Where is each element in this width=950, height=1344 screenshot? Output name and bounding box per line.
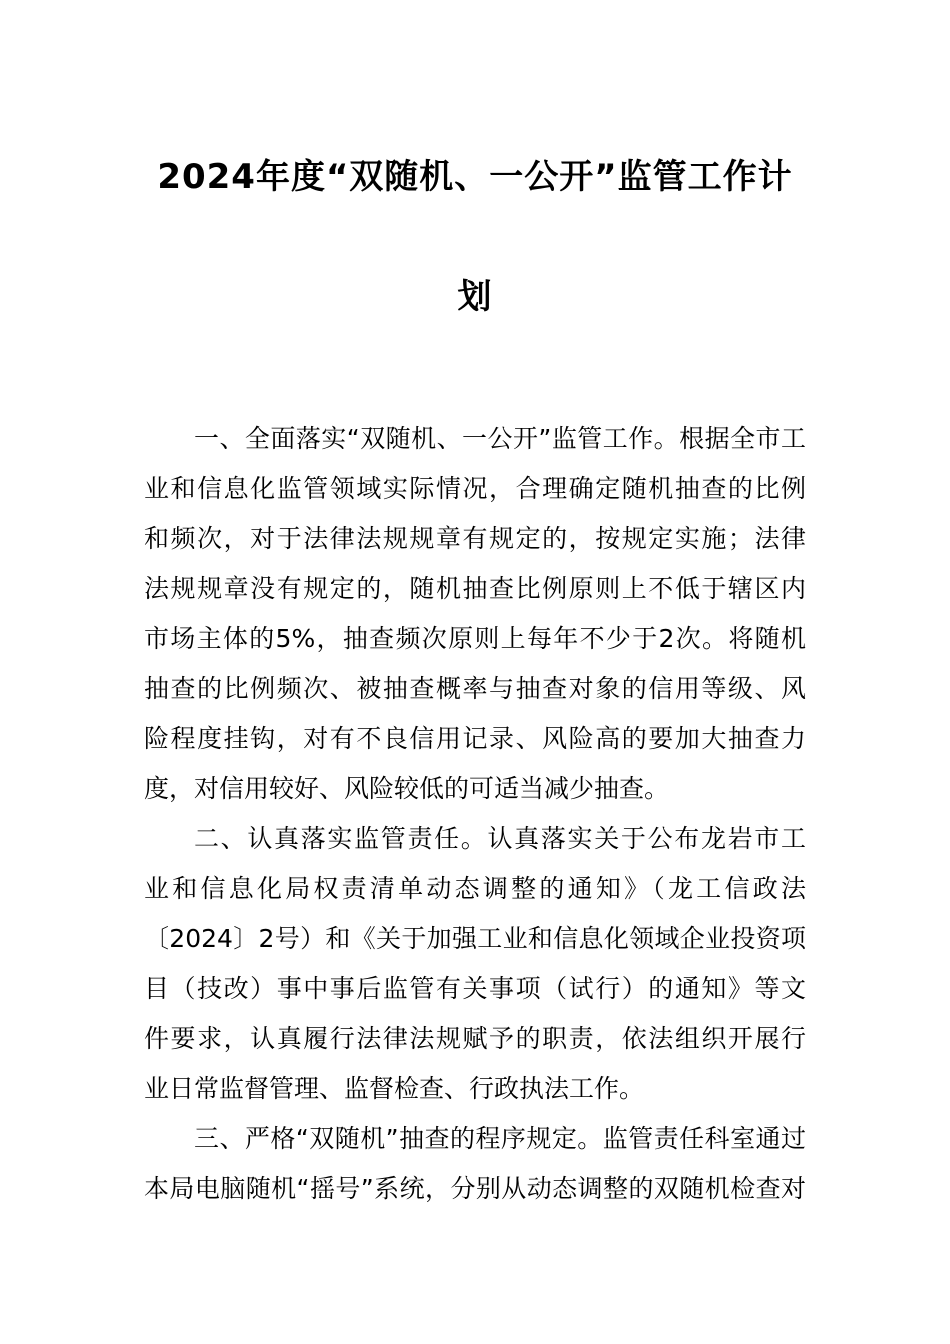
paragraph-line: 目（技改）事中事后监管有关事项（试行）的通知》等文 bbox=[144, 974, 806, 1003]
paragraph-line: 〔2024〕2号）和《关于加强工业和信息化领域企业投资项 bbox=[144, 924, 806, 953]
paragraph-line: 法规规章没有规定的，随机抽查比例原则上不低于辖区内 bbox=[144, 574, 806, 603]
paragraph-line: 抽查的比例频次、被抽查概率与抽查对象的信用等级、风 bbox=[144, 674, 806, 703]
paragraph-line: 二、认真落实监管责任。认真落实关于公布龙岩市工 bbox=[194, 824, 806, 853]
document-title-line-2: 划 bbox=[457, 277, 493, 317]
document-title-line-1: 2024年度“双随机、一公开”监管工作计 bbox=[157, 157, 793, 197]
paragraph-line: 险程度挂钩，对有不良信用记录、风险高的要加大抽查力 bbox=[144, 724, 806, 753]
paragraph-line: 一、全面落实“双随机、一公开”监管工作。根据全市工 bbox=[194, 424, 806, 453]
paragraph-line: 业日常监督管理、监督检查、行政执法工作。 bbox=[144, 1074, 645, 1103]
paragraph-line: 件要求，认真履行法律法规赋予的职责，依法组织开展行 bbox=[144, 1024, 806, 1053]
paragraph-line: 度，对信用较好、风险较低的可适当减少抽查。 bbox=[144, 774, 670, 803]
paragraph-line: 本局电脑随机“摇号”系统，分别从动态调整的双随机检查对 bbox=[144, 1174, 806, 1203]
paragraph-line: 业和信息化监管领域实际情况，合理确定随机抽查的比例 bbox=[144, 474, 806, 503]
paragraph-line: 和频次，对于法律法规规章有规定的，按规定实施；法律 bbox=[144, 524, 806, 553]
paragraph-line: 业和信息化局权责清单动态调整的通知》（龙工信政法 bbox=[144, 874, 806, 903]
paragraph-line: 三、严格“双随机”抽查的程序规定。监管责任科室通过 bbox=[194, 1124, 806, 1153]
paragraph-line: 市场主体的5%，抽查频次原则上每年不少于2次。将随机 bbox=[144, 624, 806, 653]
